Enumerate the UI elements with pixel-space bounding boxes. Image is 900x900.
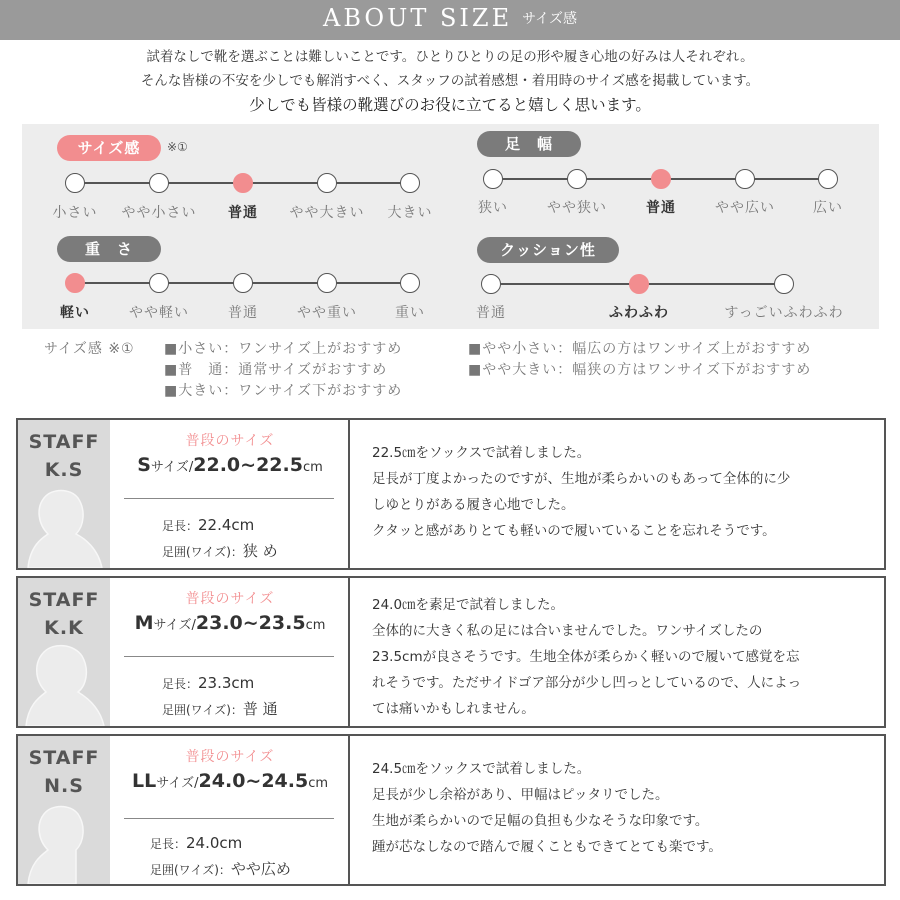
foot-girth-label: 足囲(ワイズ)：	[162, 703, 243, 717]
foot-length-value: 22.4cm	[198, 516, 255, 534]
divider	[124, 818, 334, 819]
comment-line: 23.5cmが良さそうです。生地全体が柔らかく軽いので履いて感覚を忘	[372, 649, 800, 665]
cushion-dot-2	[774, 274, 794, 294]
usual-size-label: 普段のサイズ	[185, 749, 275, 765]
weight-label-0: 軽い	[60, 305, 90, 321]
usual-size-value	[110, 454, 350, 476]
width-dot-1	[567, 169, 587, 189]
size-feel-label-3: やや大きい	[289, 205, 365, 221]
comment-line: 24.5㎝をソックスで試着しました。	[372, 761, 591, 777]
weight-label-4: 重い	[395, 305, 425, 321]
weight-label-2: 普通	[228, 305, 258, 321]
weight-dot-4	[400, 273, 420, 293]
weight-label-1: やや軽い	[129, 305, 189, 321]
width-pill: 足 幅	[477, 131, 581, 157]
width-label-1: やや狭い	[547, 200, 607, 216]
notes-heading: サイズ感 ※①	[44, 341, 135, 357]
cushion-dot-0	[481, 274, 501, 294]
size-feel-dot-3	[317, 173, 337, 193]
size-feel-label-4: 大きい	[387, 205, 433, 221]
size-word: サイズ/	[153, 618, 196, 633]
staff-initials: K.S	[44, 459, 84, 481]
width-label-4: 広い	[813, 200, 843, 216]
width-dot-2	[651, 169, 671, 189]
comment-line: 足長が丁度よかったのですが、生地が柔らかいのもあって全体的に少	[372, 471, 791, 487]
staff-label: STAFF	[28, 589, 100, 611]
staff-size-panel	[110, 736, 350, 884]
staff-card-ks	[16, 418, 886, 570]
staff-side-panel	[18, 578, 110, 726]
size-scales-panel	[22, 124, 879, 329]
staff-card-ns	[16, 734, 886, 886]
divider	[124, 498, 334, 499]
size-feel-label-2: 普通	[228, 205, 258, 221]
comment-line: 22.5㎝をソックスで試着しました。	[372, 445, 591, 461]
staff-card-kk	[16, 576, 886, 728]
comment-line: 踵が芯なしなので踏んで履くこともできてとても楽です。	[372, 839, 722, 855]
foot-girth-label: 足囲(ワイズ)：	[162, 545, 243, 559]
cushion-label-0: 普通	[476, 305, 506, 321]
size-unit: cm	[308, 776, 329, 791]
weight-pill: 重 さ	[57, 236, 161, 262]
size-letter: M	[134, 612, 154, 634]
comment-line: 24.0㎝を素足で試着しました。	[372, 597, 565, 613]
width-label-3: やや広い	[715, 200, 775, 216]
notes-left-0: ■小さい：ワンサイズ上がおすすめ	[164, 341, 403, 357]
notes-right-1: ■やや大きい：幅狭の方はワンサイズ下がおすすめ	[468, 362, 812, 378]
size-range: 23.0~23.5	[195, 612, 306, 634]
usual-size-value	[110, 770, 350, 792]
notes-right-0: ■やや小さい：幅広の方はワンサイズ上がおすすめ	[468, 341, 812, 357]
notes-left-2: ■大きい：ワンサイズ下がおすすめ	[164, 383, 403, 399]
foot-length-row	[162, 516, 254, 534]
size-range: 24.0~24.5	[198, 770, 309, 792]
intro-line-3: 少しでも皆様の靴選びのお役に立てると嬉しく思います。	[249, 96, 651, 114]
width-dot-4	[818, 169, 838, 189]
size-feel-dot-0	[65, 173, 85, 193]
usual-size-label: 普段のサイズ	[185, 433, 275, 449]
size-feel-dot-2	[233, 173, 253, 193]
foot-girth-value: 普 通	[242, 700, 278, 718]
width-dot-0	[483, 169, 503, 189]
size-word: サイズ/	[156, 776, 199, 791]
size-unit: cm	[302, 460, 323, 475]
foot-length-label: 足長：	[162, 519, 199, 533]
comment-line: 全体的に大きく私の足には合いませんでした。ワンサイズしたの	[372, 623, 763, 639]
staff-comment	[372, 440, 882, 544]
intro-line-2: そんな皆様の不安を少しでも解消すべく、スタッフの試着感想・着用時のサイズ感を掲載しています。	[140, 73, 760, 89]
comment-line: クタッと感がありとても軽いので履いていることを忘れそうです。	[372, 523, 776, 539]
foot-girth-label: 足囲(ワイズ)：	[150, 863, 231, 877]
staff-comment	[372, 592, 882, 722]
comment-line: 足長が少し余裕があり、甲幅はピッタリでした。	[372, 787, 669, 803]
staff-silhouette-icon	[18, 626, 110, 726]
size-feel-label-0: 小さい	[52, 205, 98, 221]
staff-silhouette-icon	[18, 784, 110, 884]
foot-length-label: 足長：	[150, 837, 187, 851]
foot-girth-value: やや広め	[230, 860, 291, 878]
cushion-pill: クッション性	[477, 237, 619, 263]
foot-girth-value: 狭 め	[242, 542, 278, 560]
foot-length-value: 24.0cm	[186, 834, 243, 852]
size-feel-dot-4	[400, 173, 420, 193]
weight-dot-1	[149, 273, 169, 293]
staff-side-panel	[18, 736, 110, 884]
size-range: 22.0~22.5	[193, 454, 303, 476]
foot-girth-row	[150, 858, 291, 879]
size-unit: cm	[305, 618, 326, 633]
foot-length-row	[150, 834, 242, 852]
staff-initials: K.K	[44, 617, 84, 639]
comment-line: れそうです。ただサイドゴア部分が少し凹っとしているので、人によっ	[372, 675, 802, 691]
weight-label-3: やや重い	[297, 305, 357, 321]
size-feel-pill: サイズ感	[57, 135, 161, 161]
size-feel-dot-1	[149, 173, 169, 193]
comment-line: しゆとりがある履き心地でした。	[372, 497, 575, 513]
cushion-label-1: ふわふわ	[609, 305, 669, 321]
staff-side-panel	[18, 420, 110, 568]
foot-length-value: 23.3cm	[198, 674, 255, 692]
usual-size-value	[110, 612, 350, 634]
foot-girth-row	[162, 698, 278, 719]
staff-size-panel	[110, 420, 350, 568]
width-label-0: 狭い	[478, 200, 508, 216]
staff-initials: N.S	[44, 775, 84, 797]
page-title	[0, 4, 900, 32]
comment-line: 生地が柔らかいので足幅の負担も少なそうな印象です。	[372, 813, 709, 829]
title-ja: サイズ感	[522, 11, 577, 27]
usual-size-label: 普段のサイズ	[185, 591, 275, 607]
width-dot-3	[735, 169, 755, 189]
size-feel-note-mark: ※①	[167, 140, 188, 154]
staff-label: STAFF	[28, 431, 100, 453]
title-en: ABOUT SIZE	[323, 4, 513, 32]
header-bar	[0, 0, 900, 40]
size-letter: S	[137, 454, 151, 476]
size-feel-label-1: やや小さい	[121, 205, 197, 221]
width-label-2: 普通	[646, 200, 676, 216]
staff-size-panel	[110, 578, 350, 726]
weight-dot-0	[65, 273, 85, 293]
intro-line-1: 試着なしで靴を選ぶことは難しいことです。ひとりひとりの足の形や履き心地の好みは人それぞれ。	[146, 49, 754, 65]
foot-length-label: 足長：	[162, 677, 199, 691]
divider	[124, 656, 334, 657]
staff-silhouette-icon	[18, 468, 110, 568]
staff-comment	[372, 756, 882, 860]
cushion-dot-1	[629, 274, 649, 294]
size-letter: LL	[131, 770, 157, 792]
foot-length-row	[162, 674, 254, 692]
staff-label: STAFF	[28, 747, 100, 769]
notes-left-1: ■普 通：通常サイズがおすすめ	[164, 362, 388, 378]
comment-line: ては痛いかもしれません。	[372, 701, 535, 717]
size-word: サイズ/	[150, 460, 194, 475]
weight-dot-2	[233, 273, 253, 293]
cushion-label-2: すっごいふわふわ	[724, 305, 844, 321]
foot-girth-row	[162, 540, 278, 561]
weight-dot-3	[317, 273, 337, 293]
